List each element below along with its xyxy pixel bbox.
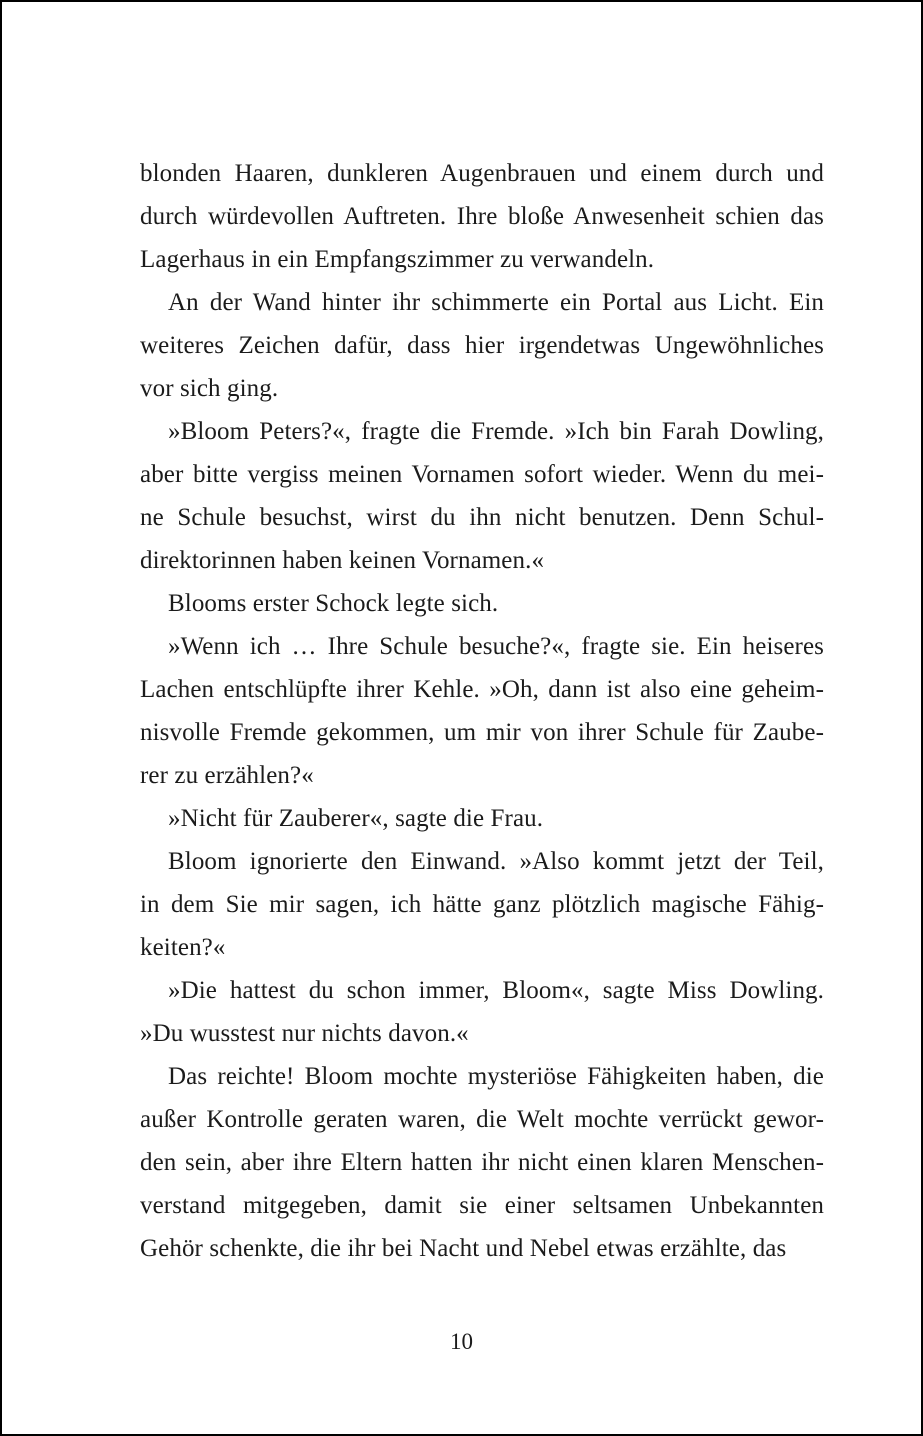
text-line: »Du wusstest nur nichts davon.«	[140, 1020, 469, 1047]
text-line: aber bitte vergiss meinen Vornamen sofort wieder. Wenn du mei-	[140, 461, 824, 488]
text-line: weiteres Zeichen dafür, dass hier irgendetwas Ungewöhnliches	[140, 332, 824, 359]
paragraph	[140, 969, 824, 1055]
text-line: den sein, aber ihre Eltern hatten ihr nicht einen klaren Menschen-	[140, 1149, 824, 1176]
text-line: Gehör schenkte, die ihr bei Nacht und Nebel etwas erzählte, das	[140, 1235, 787, 1262]
text-line: blonden Haaren, dunkleren Augenbrauen und einem durch und	[140, 160, 824, 187]
text-line: Das reichte! Bloom mochte mysteriöse Fähigkeiten haben, die	[168, 1063, 824, 1090]
text-line: Bloom ignorierte den Einwand. »Also kommt jetzt der Teil,	[168, 848, 824, 875]
text-line: rer zu erzählen?«	[140, 762, 314, 789]
text-line: vor sich ging.	[140, 375, 279, 402]
page-number: 10	[450, 1329, 473, 1354]
text-line: ne Schule besuchst, wirst du ihn nicht benutzen. Denn Schul-	[140, 504, 824, 531]
text-line: außer Kontrolle geraten waren, die Welt mochte verrückt gewor-	[140, 1106, 824, 1133]
text-line: direktorinnen haben keinen Vornamen.«	[140, 547, 545, 574]
paragraph	[140, 281, 824, 410]
paragraph	[140, 410, 824, 582]
paragraph	[140, 582, 824, 625]
paragraph	[140, 840, 824, 969]
text-line: »Bloom Peters?«, fragte die Fremde. »Ich bin Farah Dowling,	[168, 418, 824, 445]
text-line: An der Wand hinter ihr schimmerte ein Portal aus Licht. Ein	[168, 289, 824, 316]
paragraph	[140, 797, 824, 840]
text-line: keiten?«	[140, 934, 226, 961]
text-line: Lagerhaus in ein Empfangszimmer zu verwandeln.	[140, 246, 655, 273]
text-line: Lachen entschlüpfte ihrer Kehle. »Oh, dann ist also eine geheim-	[140, 676, 824, 703]
text-line: »Wenn ich … Ihre Schule besuche?«, fragte sie. Ein heiseres	[168, 633, 824, 660]
text-line: »Die hattest du schon immer, Bloom«, sagte Miss Dowling.	[168, 977, 824, 1004]
paragraph	[140, 625, 824, 797]
text-line: in dem Sie mir sagen, ich hätte ganz plötzlich magische Fähig-	[140, 891, 824, 918]
text-line: »Nicht für Zauberer«, sagte die Frau.	[168, 805, 544, 832]
text-line: nisvolle Fremde gekommen, um mir von ihrer Schule für Zaube-	[140, 719, 824, 746]
paragraph	[140, 152, 824, 281]
page-text	[140, 152, 824, 1270]
paragraph	[140, 1055, 824, 1270]
text-line: verstand mitgegeben, damit sie einer seltsamen Unbekannten	[140, 1192, 824, 1219]
text-line: Blooms erster Schock legte sich.	[168, 590, 499, 617]
text-line: durch würdevollen Auftreten. Ihre bloße Anwesenheit schien das	[140, 203, 824, 230]
